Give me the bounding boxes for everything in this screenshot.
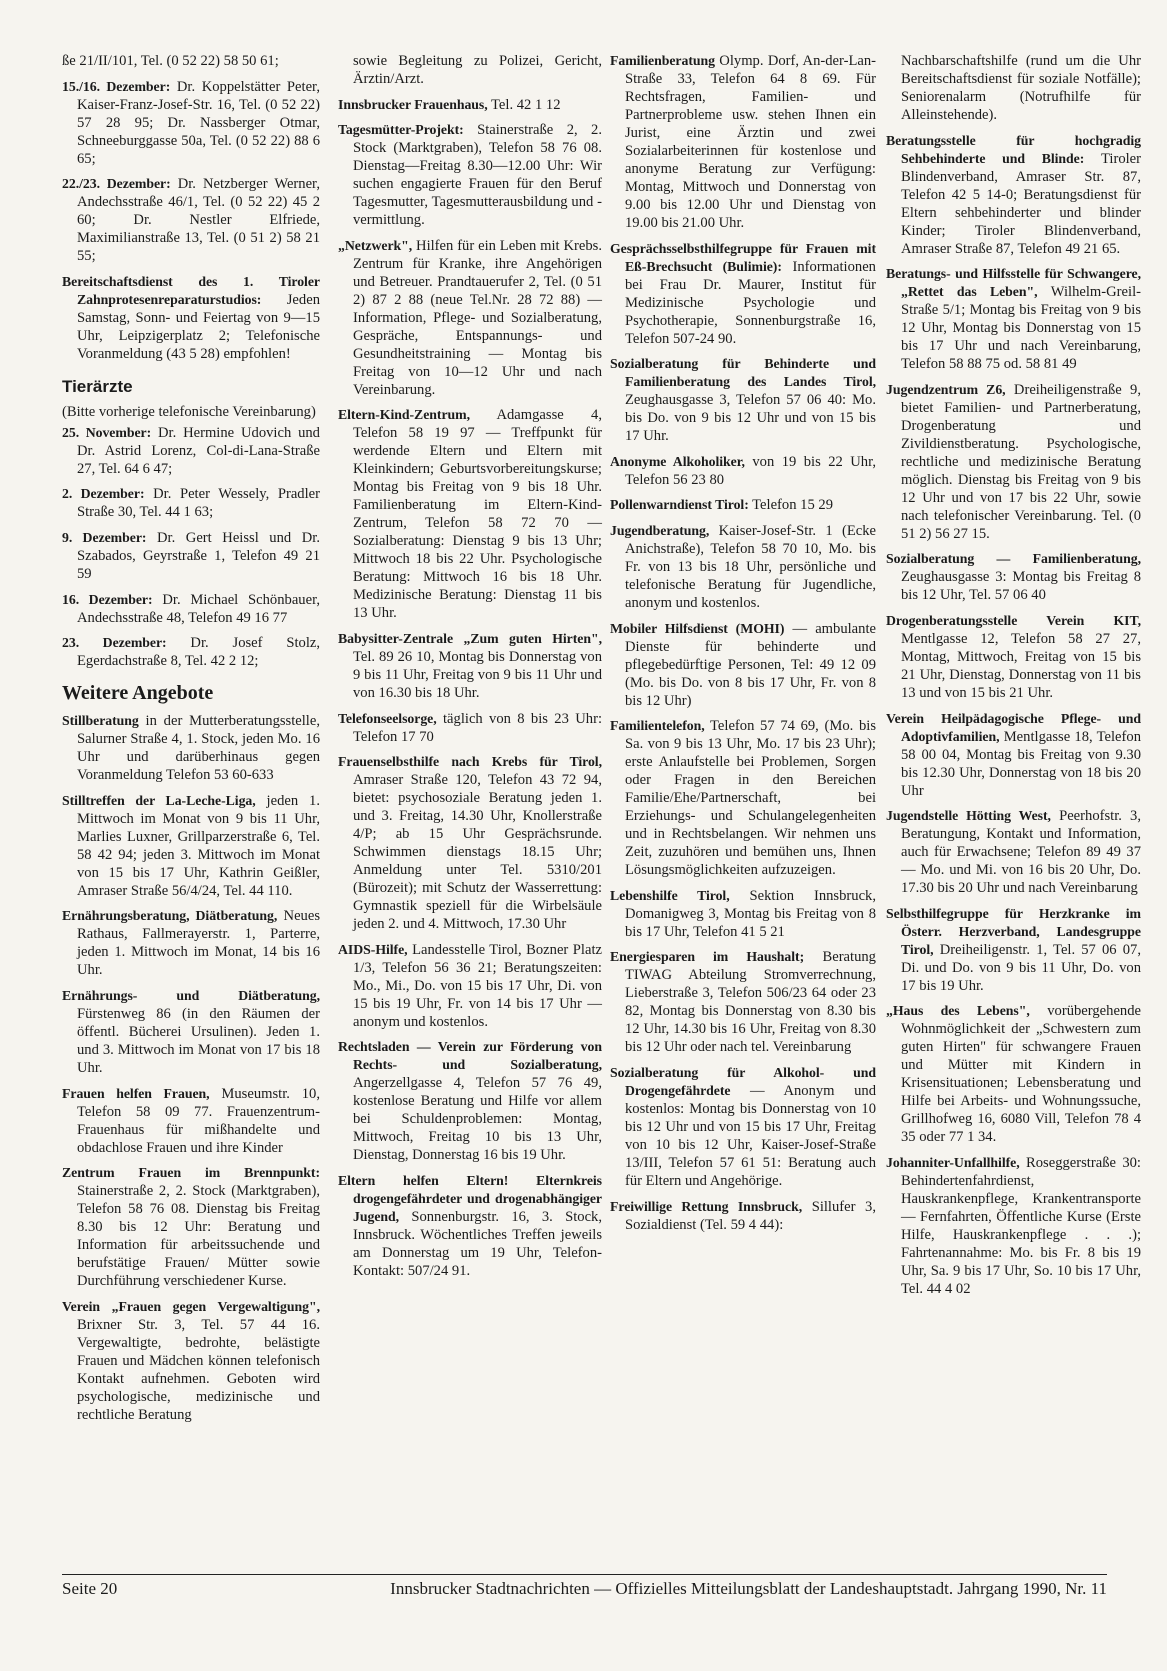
listing-entry [886,612,1141,702]
listing-entry [886,52,1141,124]
entry-text: Stainerstraße 2, 2. Stock (Marktgraben), Telefon 58 76 08. Dienstag—Freitag 8.30—12.00 Uhr: Wir suchen engagierte Frauen für den Beruf Tagesmutter, Tagesmutterausbildung und -vermittlung. [353,122,602,229]
entry-title: Frauenselbsthilfe nach Krebs für Tirol, [338,754,602,770]
entry-title: AIDS-Hilfe, [338,941,408,957]
listing-entry [886,265,1141,373]
listing-entry [338,1172,602,1280]
entry-title: Sozialberatung für Behinderte und Familienberatung des Landes Tirol, [610,356,876,390]
entry-title: 23. Dezember: [62,635,167,651]
entry-text: Sektion Innsbruck, Domanigweg 3, Montag bis Freitag von 8 bis 17 Uhr, Telefon 41 5 21 [625,887,876,940]
entry-text: ße 21/II/101, Tel. (0 52 22) 58 50 61; [62,53,279,69]
entry-text: Dr. Josef Stolz, Egerdachstraße 8, Tel. 42 2 12; [77,635,320,670]
entry-text: Landesstelle Tirol, Bozner Platz 1/3, Telefon 56 36 21; Beratungszeiten: Mo., Mi., Do. von 15 bis 17 Uhr, Di. von 15 bis 19 Uhr, Fr. von 14 bis 17 Uhr — anonym und kostenlos. [353,941,602,1030]
entry-text: Tiroler Blindenverband, Amraser Str. 87, Telefon 42 5 14-0; Beratungsdienst für Eltern sehbehinderter und blinder Kinder; Tiroler Blindenverband, Amraser Straße 87, Telefon 49 21 65. [901,150,1142,257]
entry-text: Sonnenburgstr. 16, 3. Stock, Innsbruck. Wöchentliches Treffen jeweils am Donnerstag um 19 Uhr, Telefon-Kontakt: 507/24 91. [353,1208,602,1279]
entry-text: — ambulante Dienste für behinderte und pflegebedürftige Personen, Tel: 49 12 09 (Mo. bis Do. von 8 bis 17 Uhr, Fr. von 8 bis 12 Uhr) [625,620,876,709]
listing-entry [338,710,602,746]
entry-text: Dr. Koppelstätter Peter, Kaiser-Franz-Josef-Str. 16, Tel. (0 52 22) 57 28 95; Dr. Nassberger Otmar, Schneeburggasse 50a, Tel. (0 52 22) 88 6 65; [77,78,320,167]
entry-title: 9. Dezember: [62,529,147,545]
entry-text: Telefon 57 74 69, (Mo. bis Sa. von 9 bis 13 Uhr, Mo. 17 bis 23 Uhr); erste Anlaufstelle bei Problemen, Sorgen oder Fragen in den Bereichen Familie/Ehe/Partnerschaft, bei Erziehungs- und Schulangelegenheiten und in Rechtsbelangen. Wir nehmen uns Zeit, zuzuhören und bemühen uns, Ihnen Lösungsmöglichkeiten aufzuzeigen. [625,718,876,879]
entry-title: Pollenwarndienst Tirol: [610,497,749,513]
listing-entry [338,1038,602,1164]
entry-text: Kaiser-Josef-Str. 1 (Ecke Anichstraße), Telefon 58 70 10, Mo. bis Fr. von 13 bis 18 Uhr, persönliche und telefonische Beratung für Jugendliche, anonym und kostenlos. [625,522,876,611]
entry-text: Mentlgasse 12, Telefon 58 27 27, Montag, Mittwoch, Freitag von 15 bis 21 Uhr, Dienstag, Donnerstag von 11 bis 13 und von 15 bis 21 Uhr. [901,630,1141,701]
listing-entry [886,710,1141,800]
entry-title: Energiesparen im Haushalt; [610,949,805,965]
listing-entry [610,1064,876,1190]
listing-entry [338,52,602,88]
listing-entry [610,355,876,445]
listing-entry [62,792,320,900]
entry-title: „Netzwerk", [338,237,413,253]
listing-entry [62,712,320,784]
listing-entry [62,485,320,521]
entry-text: Brixner Str. 3, Tel. 57 44 16. Vergewaltigte, bedrohte, belästigte Frauen und Mädchen können telefonisch Kontakt aufnehmen. Geboten wird psychologische, medizinische und rechtliche Beratung [77,1316,320,1423]
listing-entry [610,522,876,612]
entry-text: Adamgasse 4, Telefon 58 19 97 — Treffpunkt für werdende Eltern und Eltern mit Kleinkindern; Geburtsvorbereitungskurse; Montag bis Freitag von 9 bis 18 Uhr. Familienberatung im Eltern-Kind-Zentrum, Telefon 58 72 70 — Sozialberatung: Dienstag 9 bis 13 Uhr; Mittwoch 18 bis 22 Uhr. Psychologische Beratung: Mittwoch 16 bis 18 Uhr. Medizinische Beratung: Dienstag 11 bis 13 Uhr. [353,407,602,622]
entry-text: Stainerstraße 2, 2. Stock (Marktgraben), Telefon 58 76 08. Dienstag bis Freitag 8.30 bis 12 Uhr: Beratung und Information für arbeitssuchende und berufstätige Frauen/ Mütter sowie Durchführung verschiedener Kurse. [77,1183,320,1290]
entry-title: Rechtsladen — Verein zur Förderung von Rechts- und Sozialberatung, [338,1039,602,1073]
entry-title: Sozialberatung für Alkohol- und Drogengefährdete [610,1064,876,1098]
entry-title: Lebenshilfe Tirol, [610,887,730,903]
listing-entry [62,1164,320,1290]
entry-title: Sozialberatung — Familienberatung, [886,551,1141,567]
section-heading-vets: Tierärzte [62,376,133,396]
entry-text: Peerhofstr. 3, Beratungung, Kontakt und Information, auch für Erwachsene; Telefon 89 49 37 — Mo. und Mi. von 16 bis 20 Uhr, Do. 17.30 bis 20 Uhr und nach Vereinbarung [901,808,1141,897]
listing-entry [62,1085,320,1157]
listing-entry [886,1002,1141,1146]
entry-text: Dr. Michael Schönbauer, Andechsstraße 48, Telefon 49 16 77 [77,591,321,626]
entry-text: Beratung TIWAG Abteilung Stromverrechnung, Lieberstraße 3, Telefon 506/23 64 oder 23 82, Montag bis Donnerstag von 8.30 bis 12 Uhr, 14.30 bis 16 Uhr, Freitag von 8.30 bis 12 Uhr oder nach tel. Vereinbarung [625,949,876,1056]
entry-title: „Haus des Lebens", [886,1003,1030,1019]
entry-title: Frauen helfen Frauen, [62,1085,210,1101]
listing-entry [62,907,320,979]
listing-entry [338,406,602,622]
listing-entry [886,807,1141,897]
listing-entry [338,121,602,229]
listing-entry [62,273,320,363]
entry-title: Familientelefon, [610,718,705,734]
listing-entry [886,550,1141,604]
entry-text: Jeden Samstag, Sonn- und Feiertag von 9—15 Uhr, Leipzigerplatz 2; Telefonische Voranmeldung (43 5 28) empfohlen! [77,291,320,362]
entry-text: Dr. Peter Wessely, Pradler Straße 30, Tel. 44 1 63; [77,486,320,521]
entry-text: Museumstr. 10, Telefon 58 09 77. Frauenzentrum-Frauenhaus für mißhandelte und obdachlose Frauen und ihre Kinder [77,1085,320,1156]
listing-entry [886,905,1141,995]
entry-text: Tel. 42 1 12 [487,96,561,113]
listing-entry [338,630,602,702]
listing-entry [610,52,876,232]
listing-entry [62,634,320,670]
entry-text: Hilfen für ein Leben mit Krebs. Zentrum für Kranke, ihre Angehörigen und Betreuer. Prandtauerufer 2, Tel. (0 51 2) 87 2 88 (neue Tel.Nr. 28 72 88) — Information, Pflege- und Sozialberatung, Gespräche, Entspannungs- und Gesundheitstraining — Montag bis Freitag von 10—12 Uhr und nach Vereinbarung. [353,237,602,398]
listing-entry [610,887,876,941]
vet-note: (Bitte vorherige telefonische Vereinbarung) [62,403,316,420]
entry-text: Neues Rathaus, Fallmerayerstr. 1, Parterre, jeden 1. Mittwoch im Monat, 14 bis 16 Uhr. [77,908,320,979]
entry-title: Tagesmütter-Projekt: [338,122,464,138]
entry-title: Jugendzentrum Z6, [886,381,1006,397]
listing-entry [338,753,602,933]
entry-text: Zeughausgasse 3: Montag bis Freitag 8 bis 12 Uhr, Tel. 57 06 40 [901,569,1141,604]
listing-entry [62,1298,320,1424]
entry-title: 2. Dezember: [62,486,145,502]
entry-title: 16. Dezember: [62,591,153,607]
entry-text: Telefon 15 29 [748,497,833,514]
entry-title: Freiwillige Rettung Innsbruck, [610,1198,803,1214]
entry-text: Amraser Straße 120, Telefon 43 72 94, bietet: psychosoziale Beratung jeden 1. und 3. Freitag, 14.30 Uhr, Knollerstraße 4/P; ab 15 Uhr Gesprächsrunde. Schwimmen dienstags 18.15 Uhr; Anmeldung unter Tel. 5310/201 (Bürozeit); mit Schutz der Wasserrettung: Gymnastik speziell für die Wirbelsäule jeden 2. und 4. Mittwoch, 17.30 Uhr [353,772,602,933]
listing-entry [610,948,876,1056]
publication-title: Innsbrucker Stadtnachrichten — Offizielles Mitteilungsblatt der Landeshauptstadt. Jahrgang 1990, Nr. 11 [390,1579,1107,1598]
entry-title: Ernährungsberatung, Diätberatung, [62,908,278,924]
entry-title: 22./23. Dezember: [62,176,171,192]
entry-title: Stilltreffen der La-Leche-Liga, [62,792,256,808]
listing-entry [610,496,876,514]
entry-title: Selbsthilfegruppe für Herzkranke im Österr. Herzverband, Landesgruppe Tirol, [886,905,1141,957]
listing-entry [62,175,320,265]
entry-text: Fürstenweg 86 (in den Räumen der öffentl. Bücherei Ursulinen). Jeden 1. und 3. Mittwoch im Monat von 17 bis 18 Uhr. [77,1005,320,1076]
entry-text: vorübergehende Wohnmöglichkeit der „Schwestern zum guten Hirten" für schwangere Frauen und Mütter mit Kindern in Krisensituationen; Lebensberatung und Hilfe bei Arbeits- und Wohnungssuche, Grillhofweg 16, 6080 Vill, Telefon 78 4 35 oder 77 1 34. [901,1003,1142,1146]
entry-title: Familienberatung [610,53,715,68]
entry-text: Olymp. Dorf, An-der-Lan-Straße 33, Telefon 64 8 69. Für Rechtsfragen, Familien- und Partnerprobleme usw. stehen Ihnen ein Jurist, eine Ärztin und zwei Sozialarbeiterinnen für kostenlose und anonyme Beratung zur Verfügung: Montag, Mittwoch und Donnerstag von 9.00 bis 12.00 Uhr und Dienstag von 19.00 bis 21.00 Uhr. [625,53,876,231]
entry-text: täglich von 8 bis 23 Uhr: Telefon 17 70 [353,710,602,745]
entry-title: Bereitschaftsdienst des 1. Tiroler Zahnprotesenreparaturstudios: [62,273,320,307]
entry-title: Verein Heilpädagogische Pflege- und Adoptivfamilien, [886,710,1141,744]
listing-entry [62,424,320,478]
page-number: Seite 20 [62,1579,118,1598]
entry-title: Johanniter-Unfallhilfe, [886,1154,1020,1170]
listing-entry [886,132,1141,258]
entry-title: Innsbrucker Frauenhaus, [338,96,488,112]
entry-text: Nachbarschaftshilfe (rund um die Uhr Bereitschaftsdienst für soziale Notfälle); Seniorenalarm (Notrufhilfe für Alleinstehende). [901,53,1141,123]
column-4 [886,52,1141,1306]
entry-text: Dr. Hermine Udovich und Dr. Astrid Lorenz, Col-di-Lana-Straße 27, Tel. 64 6 47; [77,424,320,477]
listing-entry [62,52,320,70]
entry-text: in der Mutterberatungsstelle, Salurner Straße 4, 1. Stock, jeden Mo. 16 Uhr und darüberhinaus gegen Voranmeldung Telefon 53 60-633 [77,713,320,784]
entry-text: Roseggerstraße 30: Behindertenfahrdienst, Hauskrankenpflege, Krankentransporte — Fernfahrten, Öffentliche Kurse (Erste Hilfe, Hauskrankenpflege . . .); Fahrtenannahme: Mo. bis Fr. 8 bis 19 Uhr, Sa. 9 bis 17 Uhr, So. 10 bis 17 Uhr, Tel. 44 4 02 [901,1154,1141,1297]
entry-title: Jugendstelle Hötting West, [886,808,1051,824]
listing-entry [338,941,602,1031]
column-3 [610,52,876,1241]
listing-entry [610,240,876,348]
entry-text: Tel. 89 26 10, Montag bis Donnerstag von 9 bis 11 Uhr, Freitag von 9 bis 11 Uhr und von 16.30 bis 18 Uhr. [353,648,602,701]
listing-entry [886,381,1141,543]
listing-entry [610,620,876,710]
entry-text: Dr. Netzberger Werner, Andechsstraße 46/1, Tel. (0 52 22) 45 2 60; Dr. Nestler Elfriede, Maximilianstraße 13, Tel. (0 51 2) 58 21 55; [77,176,320,265]
entry-title: Drogenberatungsstelle Verein KIT, [886,612,1141,628]
entry-text: Dreiheiligenstr. 1, Tel. 57 06 07, Di. und Do. von 9 bis 11 Uhr, Do. von 17 bis 19 Uhr. [901,941,1141,994]
entry-title: Beratungsstelle für hochgradig Sehbehinderte und Blinde: [886,132,1141,166]
listing-entry [610,717,876,879]
entry-text: Zeughausgasse 3, Telefon 57 06 40: Mo. bis Do. von 9 bis 12 Uhr und von 15 bis 17 Uhr. [625,392,876,445]
entry-title: Ernährungs- und Diätberatung, [62,987,320,1003]
listing-entry [610,453,876,489]
listing-entry [338,96,602,114]
entry-text: Informationen bei Frau Dr. Maurer, Institut für Medizinische Psychologie und Psychotherapie, Sonnenburgstraße 16, Telefon 507-24 90. [625,258,876,347]
entry-title: 15./16. Dezember: [62,78,171,94]
entry-title: Gesprächsselbsthilfegruppe für Frauen mit Eß-Brechsucht (Bulimie): [610,240,876,274]
entry-title: Jugendberatung, [610,522,710,538]
column-1 [62,52,320,1431]
entry-text: — Anonym und kostenlos: Montag bis Donnerstag von 10 bis 12 Uhr und von 15 bis 17 Uhr, Freitag von 10 bis 12 Uhr, Kaiser-Josef-Straße 13/III, Telefon 57 61 51: Beratung auch für Eltern und Angehörige. [625,1082,876,1189]
listing-entry [886,1154,1141,1298]
entry-text: Angerzellgasse 4, Telefon 57 76 49, kostenlose Beratung und Hilfe vor allem bei Schuldenproblemen: Montag, Mittwoch, Freitag 10 bis 13 Uhr, Dienstag, Donnerstag 16 bis 19 Uhr. [353,1075,602,1164]
newspaper-page [62,52,1142,1562]
page-footer [62,1574,1107,1599]
entry-title: Stillberatung [62,713,139,729]
section-heading-more-offers: Weitere Angebote [62,682,214,705]
column-2 [338,52,602,1288]
entry-text: Wilhelm-Greil-Straße 5/1; Montag bis Freitag von 9 bis 12 Uhr, Montag bis Donnerstag von 15 bis 17 Uhr und nach Vereinbarung, Telefon 58 88 75 od. 58 81 49 [901,284,1141,373]
entry-text: sowie Begleitung zu Polizei, Gericht, Ärztin/Arzt. [353,53,602,87]
entry-text: von 19 bis 22 Uhr, Telefon 56 23 80 [625,453,876,488]
entry-title: Eltern-Kind-Zentrum, [338,407,470,423]
entry-title: 25. November: [62,424,152,440]
listing-entry [62,529,320,583]
entry-text: jeden 1. Mittwoch im Monat von 9 bis 11 Uhr, Marlies Luxner, Grillparzerstraße 6, Tel. 58 42 94; jeden 3. Mittwoch im Monat von 15 bis 17 Uhr, Kathrin Geißler, Amraser Straße 56/4/24, Tel. 44 110. [77,792,320,899]
entry-text: Sillufer 3, Sozialdienst (Tel. 59 4 44): [625,1198,876,1233]
entry-title: Eltern helfen Eltern! Elternkreis drogengefährdeter und drogenabhängiger Jugend, [338,1172,602,1224]
entry-text: Mentlgasse 18, Telefon 58 00 04, Montag bis Freitag von 9.30 bis 12.30 Uhr, Donnerstag von 18 bis 20 Uhr [901,728,1141,799]
entry-title: Telefonseelsorge, [338,710,437,726]
entry-title: Mobiler Hilfsdienst (MOHI) [610,620,785,636]
entry-title: Beratungs- und Hilfsstelle für Schwangere, „Rettet das Leben", [886,266,1141,300]
entry-text: Dr. Gert Heissl und Dr. Szabados, Geyrstraße 1, Telefon 49 21 59 [77,529,320,582]
entry-text: Dreiheiligenstraße 9, bietet Familien- und Partnerberatung, Drogenberatung und Zivildienstberatung. Psychologische, rechtliche und medizinische Beratung möglich. Dienstag bis Freitag von 9 bis 12 Uhr und von 17 bis 22 Uhr, sowie nach telefonischer Vereinbarung. Tel. (0 51 2) 56 27 15. [901,381,1141,542]
listing-entry [62,987,320,1077]
entry-title: Babysitter-Zentrale „Zum guten Hirten", [338,630,602,646]
entry-title: Anonyme Alkoholiker, [610,453,745,469]
entry-title: Zentrum Frauen im Brennpunkt: [62,1165,320,1181]
listing-entry [610,1198,876,1234]
listing-entry [338,237,602,399]
listing-entry [62,78,320,168]
entry-title: Verein „Frauen gegen Vergewaltigung", [62,1298,320,1314]
listing-entry [62,591,320,627]
